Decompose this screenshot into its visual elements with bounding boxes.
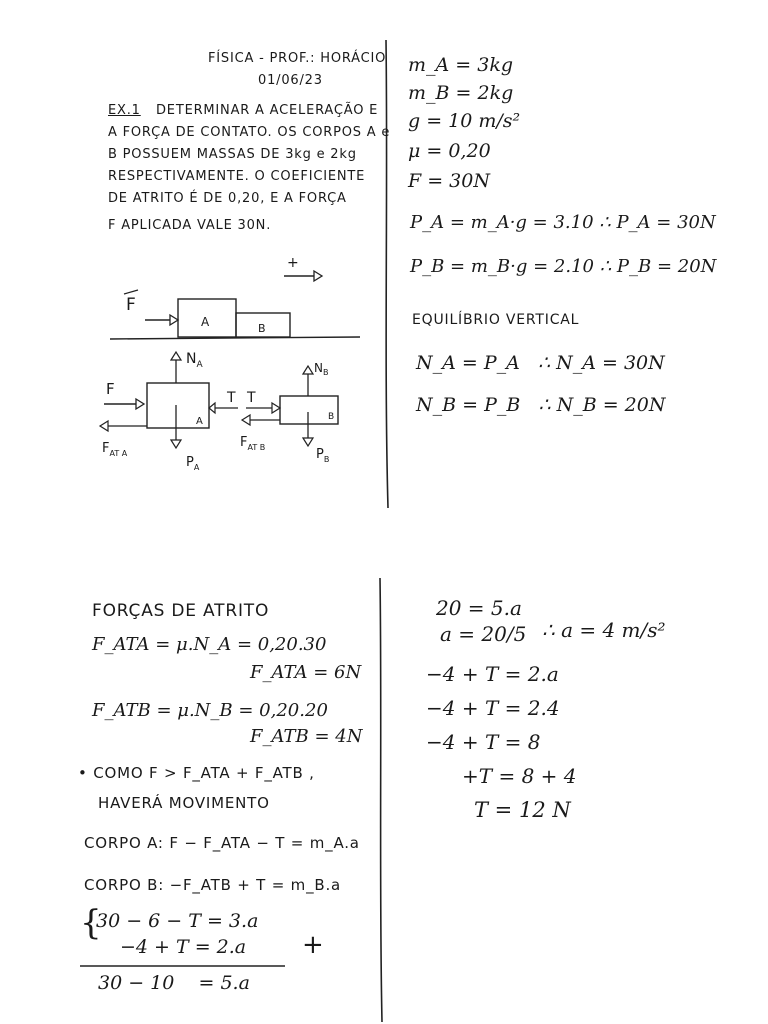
system-brace: { xyxy=(80,903,102,943)
motion-condition: • COMO F > F_ATA + F_ATB , xyxy=(78,764,315,782)
page-date: 01/06/23 xyxy=(258,73,323,88)
problem-line-2: A FORÇA DE CONTATO. OS CORPOS A e xyxy=(108,125,391,140)
given-friction-coefficient: μ = 0,20 xyxy=(408,140,491,162)
svg-text:A: A xyxy=(201,315,210,329)
problem-line-4: RESPECTIVAMENTE. O COEFICIENTE xyxy=(108,169,366,184)
svg-text:FAT B: $F_{AT B}$ xyxy=(240,435,266,452)
positive-direction-label: + xyxy=(287,255,299,271)
svg-text:B: B xyxy=(258,322,266,335)
svg-text:NA: $N_A$ xyxy=(186,351,203,370)
system-equation-1: 30 − 6 − T = 3.a xyxy=(96,910,259,932)
body-b-equation: CORPO B: −F_ATB + T = m_B.a xyxy=(84,876,342,894)
problem-line-6: F APLICADA VALE 30N. xyxy=(108,218,272,233)
system-equation-2: −4 + T = 2.a xyxy=(120,936,247,958)
svg-text:FAT A: $F_{AT A}$ xyxy=(102,441,128,458)
given-mass-a: m_A = 3kg xyxy=(408,54,514,76)
solution-line-2-left: a = 20/5 xyxy=(440,622,527,646)
positive-direction-arrow xyxy=(314,271,322,281)
solution-line-1: 20 = 5.a xyxy=(436,596,522,620)
svg-text:PB: $P_B$ xyxy=(316,447,330,464)
page-title: FÍSICA - PROF.: HORÁCIO xyxy=(208,51,387,66)
solution-line-5: −4 + T = 8 xyxy=(426,730,541,754)
normal-b-equation: N_B = P_B ∴ N_B = 20N xyxy=(416,394,666,416)
setup-diagram xyxy=(110,255,360,339)
system-sum: 30 − 10 = 5.a xyxy=(98,972,250,994)
solution-line-2-right: ∴ a = 4 m/s² xyxy=(542,618,666,642)
weight-a-equation: P_A = m_A·g = 3.10 ∴ P_A = 30N xyxy=(410,212,716,233)
friction-heading: FORÇAS DE ATRITO xyxy=(92,601,270,621)
svg-text:T: T xyxy=(227,390,236,406)
problem-line-1: DETERMINAR A ACELERAÇÃO E xyxy=(156,103,379,118)
svg-text:NB: $N_B$ xyxy=(314,361,329,377)
given-force: F = 30N xyxy=(408,170,490,192)
friction-b-equation: F_ATB = μ.N_B = 0,20.20 xyxy=(92,700,328,721)
svg-text:B: B xyxy=(328,412,335,422)
normal-a-equation: N_A = P_A ∴ N_A = 30N xyxy=(416,352,665,374)
ground-surface xyxy=(110,337,360,339)
weight-b-equation: P_B = m_B·g = 2.10 ∴ P_B = 20N xyxy=(410,256,717,277)
svg-text:PA: $P_A$ xyxy=(186,455,200,472)
friction-b-result: F_ATB = 4N xyxy=(250,726,363,747)
vertical-equilibrium-heading: EQUILÍBRIO VERTICAL xyxy=(412,312,580,328)
tension-result: T = 12 N xyxy=(474,798,571,822)
friction-a-result: F_ATA = 6N xyxy=(250,662,362,683)
problem-line-5: DE ATRITO É DE 0,20, E A FORÇA xyxy=(108,191,347,206)
given-gravity: g = 10 m/s² xyxy=(408,110,521,132)
applied-force-arrow xyxy=(170,315,178,325)
system-plus-sign: + xyxy=(302,930,324,960)
problem-label: EX.1 xyxy=(108,103,141,118)
problem-line-3: B POSSUEM MASSAS DE 3kg e 2kg xyxy=(108,147,357,162)
force-diagram xyxy=(100,351,338,472)
solution-line-3: −4 + T = 2.a xyxy=(426,662,559,686)
motion-conclusion: HAVERÁ MOVIMENTO xyxy=(98,794,270,812)
svg-text:T: T xyxy=(247,390,256,406)
svg-text:F: F xyxy=(106,380,115,398)
applied-force-label: F xyxy=(126,295,136,315)
solution-line-6: +T = 8 + 4 xyxy=(462,764,577,788)
given-mass-b: m_B = 2kg xyxy=(408,82,514,104)
svg-text:A: A xyxy=(196,416,203,427)
solution-line-4: −4 + T = 2.4 xyxy=(426,696,560,720)
friction-a-equation: F_ATA = μ.N_A = 0,20.30 xyxy=(92,634,327,655)
body-a-equation: CORPO A: F − F_ATA − T = m_A.a xyxy=(84,834,360,852)
